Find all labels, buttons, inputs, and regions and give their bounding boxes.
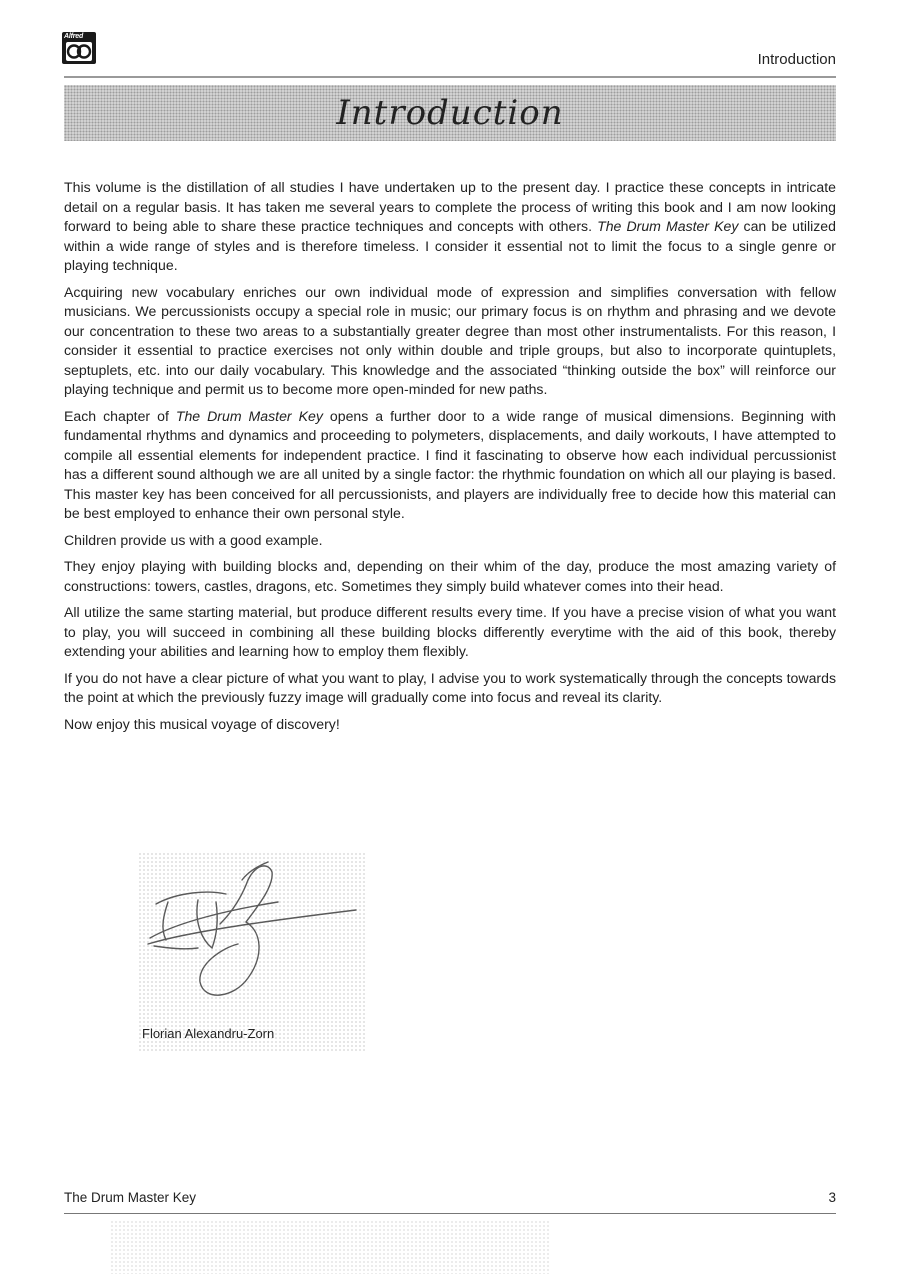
body-paragraph [64,603,836,662]
body-paragraph [64,557,836,596]
paragraph-text: All utilize the same starting material, but produce different results every time. If you have a precise vision of what you want to play, you will succeed in combining all these building blocks differently everytime with the aid of this book, thereby extending your abilities and learning how to employ them flexibly. [64,604,836,659]
title-banner [64,85,836,141]
paragraph-text: can be utilized within a wide range of styles and is therefore timeless. I consider it essential not to limit the focus to a single genre or playing technique. [64,218,836,273]
body-paragraph [64,407,836,524]
alfred-logo-icon [62,32,96,64]
body-paragraph [64,283,836,400]
paragraph-text: They enjoy playing with building blocks and, depending on their whim of the day, produce the most amazing variety of constructions: towers, castles, dragons, etc. Sometimes they simply build whatever comes into their head. [64,558,836,594]
footer-book-title: The Drum Master Key [64,1190,197,1205]
paragraph-text: Acquiring new vocabulary enriches our own individual mode of expression and simplifies conversation with fellow musicians. We percussionists occupy a special role in music; our primary focus is on rhythm and phrasing and we devote our concentration to these two areas to a substantially greater degree than most other instrumentalists. For this reason, I consider it essential to practice exercises not only within double and triple groups, but also to incorporate quintuplets, septuplets, etc. into our daily vocabulary. This knowledge and the associated “thinking outside the box” will reinforce our playing technique and permit us to become more open-minded for new paths. [64,283,836,397]
paragraph-text: Children provide us with a good example. [64,531,323,548]
body-text [64,178,836,741]
paragraph-text: Each chapter of [64,407,176,424]
signature-icon [138,852,366,1022]
paragraph-text: This volume is the distillation of all studies I have undertaken up to the present day. I practice these concepts in intricate detail on a regular basis. It has taken me several years to complete the process of writing this book and I am now looking forward to being able to share these practice techniques and concepts with others. [64,179,836,234]
footer-texture [110,1220,550,1274]
body-paragraph [64,715,836,735]
paragraph-text: opens a further door to a wide range of musical dimensions. Beginning with fundamental rhythms and dynamics and proceeding to polymeters, displacements, and daily workouts, I have attempted to compile all essential elements for independent practice. I find it fascinating to observe how each individual percussionist has a different sound although we are all united by a single factor: the rhythmic foundation on which all our playing is based. This master key has been conceived for all percussionists, and players are individually free to decide how this material can be best employed to enhance their own personal style. [64,407,836,521]
page-number: 3 [828,1190,836,1205]
body-paragraph [64,531,836,551]
footer-divider [64,1213,836,1214]
page-title: Introduction [336,93,564,133]
body-paragraph [64,669,836,708]
header-divider [64,76,836,78]
logo-text: Alfred [64,33,84,40]
book-title-reference: The Drum Master Key [597,218,739,234]
body-paragraph [64,178,836,276]
paragraph-text: If you do not have a clear picture of what you want to play, I advise you to work systematically through the concepts towards the point at which the previously fuzzy image will gradually come into focus and reveal its clarity. [64,669,836,705]
running-header: Introduction [757,51,836,68]
signature-block [138,852,366,1052]
author-name: Florian Alexandru-Zorn [142,1026,275,1041]
book-title-reference: The Drum Master Key [175,407,323,424]
paragraph-text: Now enjoy this musical voyage of discovery! [64,715,340,732]
